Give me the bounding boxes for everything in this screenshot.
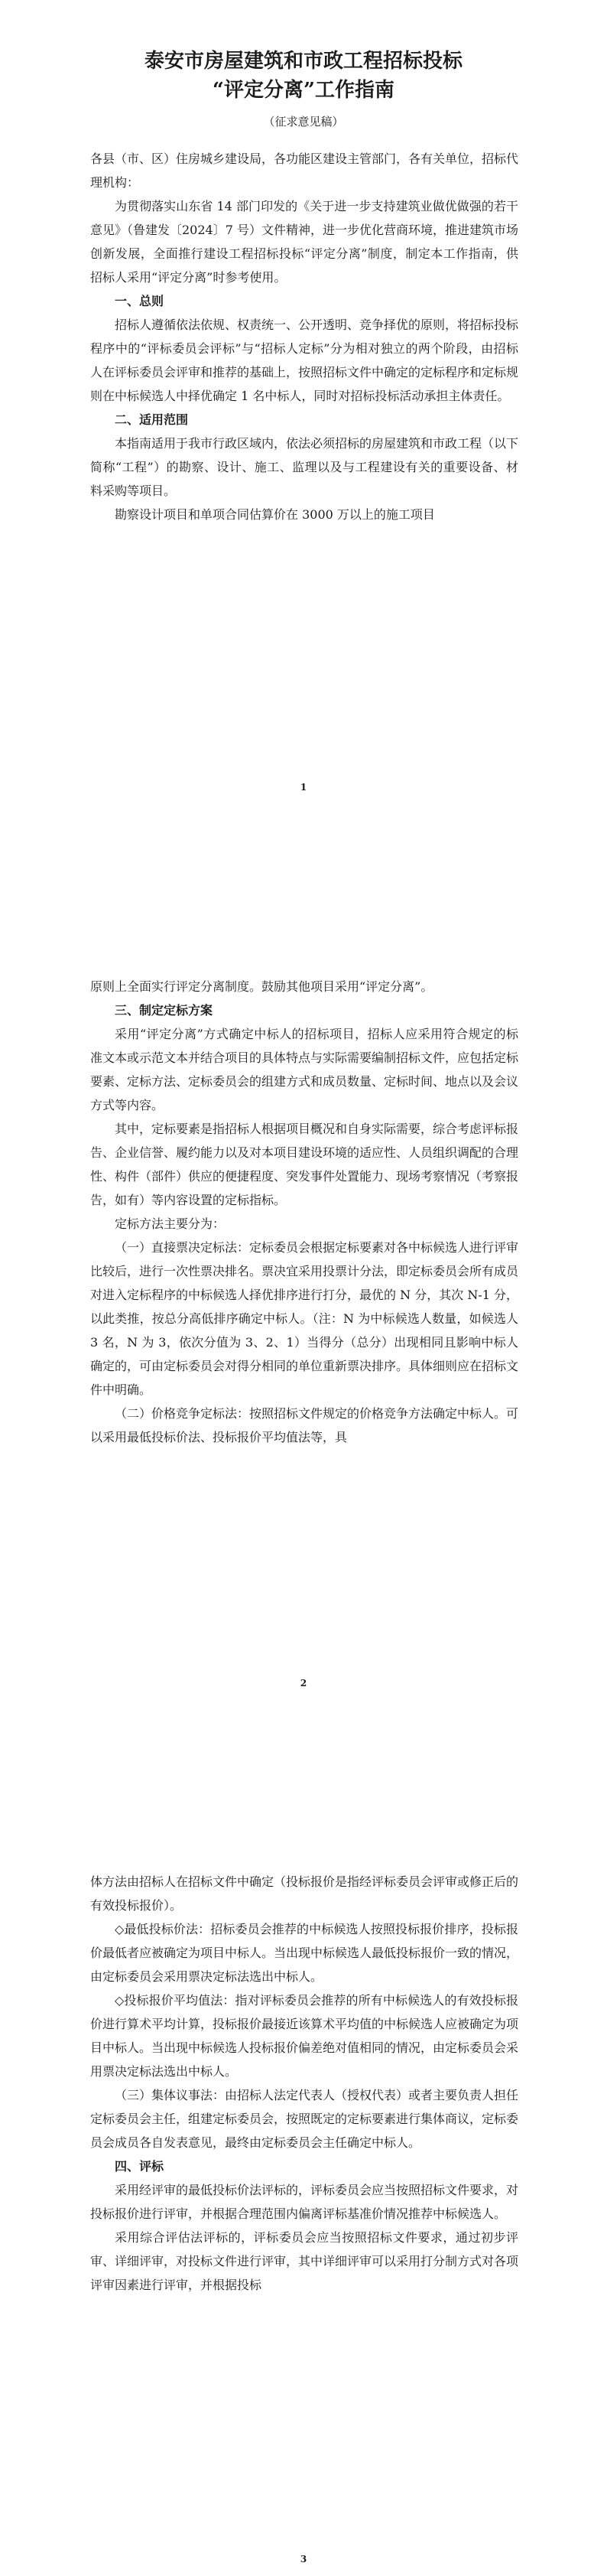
body-paragraph: （三）集体议事法：由招标人法定代表人（授权代表）或者主要负责人担任定标委员会主任，组建定标委员会，按照既定的定标要素进行集体商议，定标委员会成员各自发表意见，最终由定标委员会主任确定中标人。 <box>90 2088 519 2150</box>
body-paragraph: 采用综合评估法评标的，评标委员会应当按照招标文件要求，通过初步评审、详细评审，对投标文件进行评审，其中详细评审可以采用打分制方式对各项评审因素进行评审，并根据投标 <box>90 2230 519 2292</box>
body-paragraph: （一）直接票决定标法：定标委员会根据定标要素对各中标候选人进行评审比较后，进行一次性票决排名。票决宜采用投票计分法，即定标委员会所有成员对进入定标程序的中标候选人择优排序进行打分，最优的 N 分，其次 N-1 分，以此类推，按总分高低排序确定中标人。（注：N 为中标候选人数量，如候选人 3 名，N 为 3，依次分值为 3、2、1）当得分（总分）出现相同且影响中标人确定的，可由定标委员会对得分相同的单位重新票决排序。具体细则应在招标文件中明确。 <box>90 1240 519 1397</box>
body-paragraph: （二）价格竞争定标法：按照招标文件规定的价格竞争方法确定中标人。可以采用最低投标价法、投标报价平均值法等，具 <box>90 1406 519 1444</box>
body-paragraph: 其中，定标要素是指招标人根据项目概况和自身实际需要，综合考虑评标报告、企业信誉、履约能力以及对本项目建设环境的适应性、人员组织调配的合理性、构件（部件）供应的便捷程度、突发事件处置能力、现场考察情况（考察报告，如有）等内容设置的定标指标。 <box>90 1122 519 1207</box>
body-paragraph: ◇投标报价平均值法：指对评标委员会推荐的所有中标候选人的有效投标报价进行算术平均计算，投标报价最接近该算术平均值的中标候选人应被确定为项目中标人。当出现中标候选人投标报价偏差绝对值相同的情况，由定标委员会采用票决定标法选出中标人。 <box>90 1993 519 2079</box>
page-number: 2 <box>300 1678 307 1689</box>
body-paragraph: 为贯彻落实山东省 14 部门印发的《关于进一步支持建筑业做优做强的若干意见》（鲁建发〔2024〕7 号）文件精神，进一步优化营商环境，推进建筑市场创新发展，全面推行建设工程招标投标“评定分离”制度，制定本工作指南，供招标人采用“评定分离”时参考使用。 <box>90 199 518 285</box>
page-number: 3 <box>300 2554 307 2565</box>
page-1-body <box>90 147 518 526</box>
page-3-body <box>90 1870 518 2297</box>
page-number: 1 <box>300 782 307 793</box>
body-paragraph: 本指南适用于我市行政区域内，依法必须招标的房屋建筑和市政工程（以下简称“工程”）的勘察、设计、施工、监理以及与工程建设有关的重要设备、材料采购等项目。 <box>90 436 519 498</box>
body-paragraph: 体方法由招标人在招标文件中确定（投标报价是指经评标委员会评审或修正后的有效投标报价）。 <box>90 1874 519 1913</box>
body-paragraph: 定标方法主要分为： <box>115 1216 226 1231</box>
body-paragraph: ◇最低投标价法：招标委员会推荐的中标候选人按照投标报价排序，投标报价最低者应被确定为项目中标人。当出现中标候选人最低投标报价一致的情况，由定标委员会采用票决定标法选出中标人。 <box>90 1922 519 1984</box>
document-title-line2: “评定分离”工作指南 <box>213 79 394 102</box>
page-2-body <box>90 975 518 1449</box>
body-paragraph: 各县（市、区）住房城乡建设局，各功能区建设主管部门，各有关单位，招标代理机构： <box>90 151 519 190</box>
document-title-line1: 泰安市房屋建筑和市政工程招标投标 <box>144 50 463 73</box>
section-heading: 二、适用范围 <box>115 412 189 427</box>
section-heading: 四、评标 <box>115 2159 164 2174</box>
section-heading: 三、制定定标方案 <box>115 1003 213 1018</box>
document-subtitle: （征求意见稿） <box>263 115 344 129</box>
body-paragraph: 采用“评定分离”方式确定中标人的招标项目，招标人应采用符合规定的标准文本或示范文本并结合项目的具体特点与实际需要编制招标文件，应包括定标要素、定标方法、定标委员会的组建方式和成员数量、定标时间、地点以及会议方式等内容。 <box>90 1027 519 1112</box>
body-paragraph: 勘察设计项目和单项合同估算价在 3000 万以上的施工项目 <box>115 507 435 522</box>
body-paragraph: 招标人遵循依法依规、权责统一、公开透明、竞争择优的原则，将招标投标程序中的“评标委员会评标”与“招标人定标”分为相对独立的两个阶段，由招标人在评标委员会评审和推荐的基础上，按照招标文件中确定的定标程序和定标规则在中标候选人中择优确定 1 名中标人，同时对招标投标活动承担主体责任。 <box>90 318 519 403</box>
section-heading: 一、总则 <box>115 294 164 308</box>
body-paragraph: 采用经评审的最低投标价法评标的，评标委员会应当按照招标文件要求，对投标报价进行评审，并根据合理范围内偏离评标基准价情况推荐中标候选人。 <box>90 2183 519 2221</box>
body-paragraph: 原则上全面实行评定分离制度。鼓励其他项目采用“评定分离”。 <box>90 979 433 994</box>
